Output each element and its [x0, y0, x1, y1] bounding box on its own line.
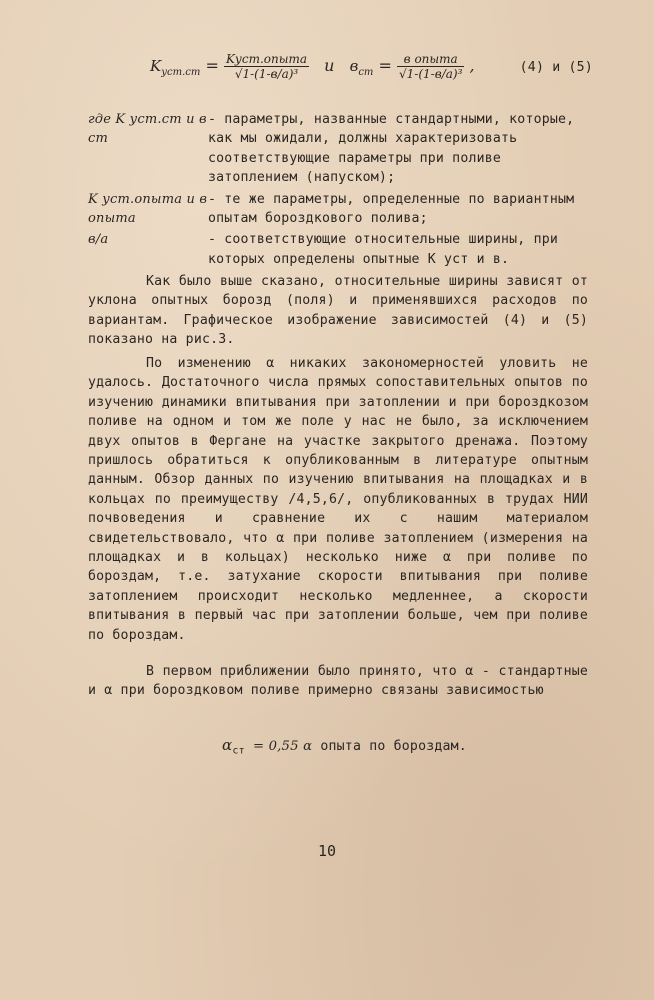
definition-label: в/а [88, 232, 109, 248]
definition-text: - соответствующие относительные ширины, при которых определены опытные K уст и в. [208, 232, 559, 267]
formula-4-5: $K_{уст.ст}$ = $\frac{\text{Kуст.опыта}}{\text{√1-(1-в/а)³}}$ и $в_{ст}$ = $\frac{\text{в опыта}}{\text{√1-(1-в/а)³}}$ , (4) и (5) [150, 52, 593, 81]
formula-b-subscript: ст [358, 67, 374, 79]
definition-text: - параметры, названные стандартными, которые, как мы ожидали, должны характеризовать соответствующие параметры при поливе затоплением (напуском); [208, 112, 575, 186]
definitions-block [88, 110, 588, 269]
fraction-1-numerator: Kуст.опыта [225, 52, 308, 66]
definition-row [88, 190, 588, 229]
fraction-2-numerator: в опыта [397, 52, 464, 67]
page-number: 10 [317, 842, 337, 860]
formula-reference: (4) и (5) [519, 60, 593, 75]
fraction-1-denominator: √1-(1-в/а)³ [234, 67, 299, 81]
formula-k-subscript: уст.ст [161, 67, 201, 79]
alpha-symbol: α [222, 736, 233, 754]
formula-k-symbol: K [150, 57, 162, 75]
formula-conjunction: и [324, 56, 335, 75]
alpha-tail: опыта по бороздам. [320, 739, 467, 754]
formula-alpha [222, 736, 467, 761]
formula-fraction-1 [224, 52, 309, 81]
definition-row [88, 230, 588, 269]
formula-comma: , [469, 56, 475, 75]
formula-fraction-2 [397, 52, 464, 81]
alpha-subscript: ст [232, 745, 245, 757]
paragraph-first-approximation: В первом приближении было принято, что α - стандартные и α при бороздковом поливе примерно связаны зависимостью [88, 664, 588, 699]
paragraph-relative-widths: Как было выше сказано, относительные ширины зависят от уклона опытных борозд (поля) и применявшихся расходов по вариантам. Графическое изображение зависимостей (4) и (5) показано на рис.3. [88, 274, 588, 348]
definition-row [88, 110, 588, 188]
fraction-2-denominator: √1-(1-в/а)³ [399, 67, 463, 81]
definition-text: - те же параметры, определенные по вариантным опытам бороздкового полива; [208, 191, 575, 227]
definition-label: K уст.опыта и в опыта [88, 191, 208, 227]
definition-label: где K уст.ст и в ст [88, 112, 207, 147]
alpha-rhs: = 0,55 α [252, 739, 313, 754]
paragraph-alpha-analysis: По изменению α никаких закономерностей уловить не удалось. Достаточного числа прямых сопоставительных опытов по изучению динамики впитывания при затоплении и при бороздкозом поливе на одном и том же поле у нас не было, за исключением двух опытов в Фергане на участке закрытого дренажа. Поэтому пришлось обратиться к опубликованным в литературе опытным данным. Обзор данных по изучению впитывания на площадках и в кольцах по преимуществу /4,5,6/, опубликованных в трудах НИИ почвоведения и сравнение их с нашим материалом свидетельствовало, что α при поливе затоплением (измерения на площадках и в кольцах) несколько ниже α при поливе по бороздам, т.е. затухание скорости впитывания при поливе затоплением происходит несколько медленнее, а скорости впитывания в первый час при затоплении больше, чем при поливе по бороздам. [88, 356, 588, 643]
formula-b-symbol: в [349, 57, 359, 75]
